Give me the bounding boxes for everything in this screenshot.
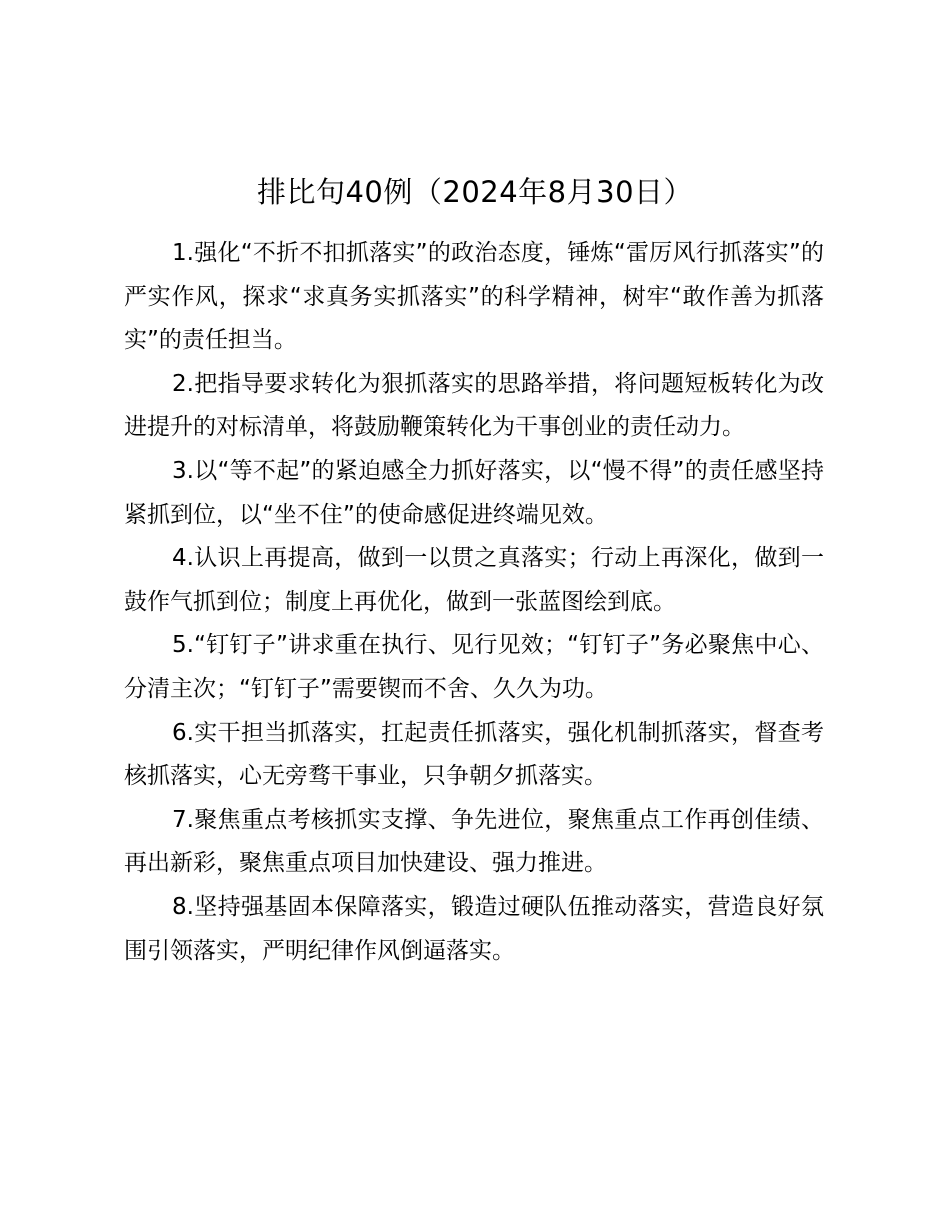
paragraph-6: 6.实干担当抓落实，扛起责任抓落实，强化机制抓落实，督查考核抓落实，心无旁骛干事业，只争朝夕抓落实。: [124, 719, 824, 790]
document-body: [124, 232, 824, 973]
paragraph-7: 7.聚焦重点考核抓实支撑、争先进位，聚焦重点工作再创佳绩、再出新彩，聚焦重点项目加快建设、强力推进。: [124, 806, 824, 877]
document-title: 排比句40例（2024年8月30日）: [256, 175, 694, 209]
paragraph-1: 1.强化“不折不扣抓落实”的政治态度，锤炼“雷厉风行抓落实”的严实作风，探求“求真务实抓落实”的科学精神，树牢“敢作善为抓落实”的责任担当。: [124, 240, 824, 354]
paragraph-8: 8.坚持强基固本保障落实，锻造过硬队伍推动落实，营造良好氛围引领落实，严明纪律作风倒逼落实。: [124, 893, 824, 964]
paragraph-2: 2.把指导要求转化为狠抓落实的思路举措，将问题短板转化为改进提升的对标清单，将鼓励鞭策转化为干事创业的责任动力。: [124, 370, 824, 441]
paragraph-5: 5.“钉钉子”讲求重在执行、见行见效；“钉钉子”务必聚焦中心、分清主次；“钉钉子”需要锲而不舍、久久为功。: [124, 632, 824, 702]
paragraph-4: 4.认识上再提高，做到一以贯之真落实；行动上再深化，做到一鼓作气抓到位；制度上再优化，做到一张蓝图绘到底。: [124, 545, 824, 615]
paragraph-3: 3.以“等不起”的紧迫感全力抓好落实，以“慢不得”的责任感坚持紧抓到位，以“坐不住”的使命感促进终端见效。: [124, 457, 824, 528]
